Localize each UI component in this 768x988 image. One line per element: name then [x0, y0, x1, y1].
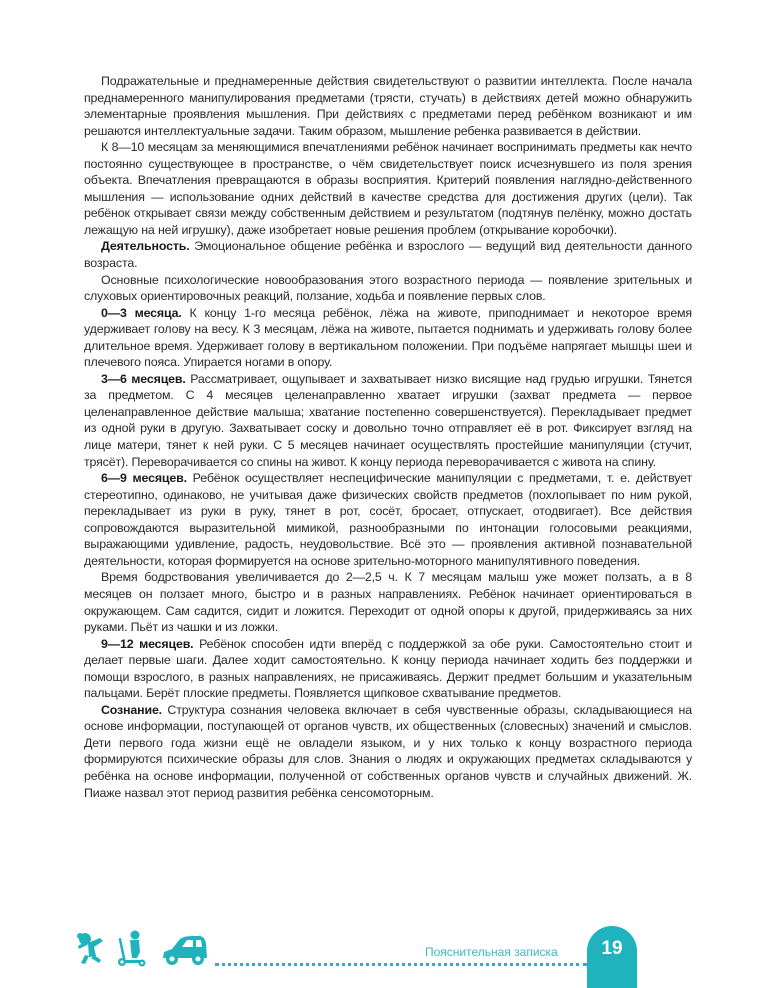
page-number-tab	[587, 926, 637, 988]
paragraph: Основные психологические новообразования этого возрастного периода — появление зрительных и слуховых ориентировочных реакций, ползание, ходьба и появление первых слов.	[84, 272, 692, 304]
paragraph-3-6-months: 3—6 месяцев. Рассматривает, ощупывает и захватывает низко висящие над грудью игрушки. Тянется за предметом. С 4 месяцев целенаправленно хватает игрушки (захват предмета — первое целенаправленное действие малыша; хватание постепенно совершенствуется). Перекладывает предмет из одной руки в другую. Захватывает соску и довольно точно отправляет её в рот. Фиксирует взгляд на лице матери, тянет к ней руки. С 5 месяцев начинает осуществлять простейшие манипуляции (стучит, трясёт). Переворачивается со спины на живот. К концу периода переворачивается с живота на спину.	[84, 371, 693, 469]
car-icon	[160, 934, 210, 968]
footer-decoration	[72, 930, 232, 970]
paragraph-consciousness: Сознание. Структура сознания человека включает в себя чувственные образы, складывающиеся на основе информации, поступающей от органов чувств, их общественных (словесных) значений и смыслов. Дети первого года жизни ещё не овладели языком, и у них только к концу возрастного периода формируются психические образы для слов. Знания о людях и окружающих предметах складываются у ребёнка на основе информации, полученной от собственных органов чувств и случайных движений. Ж. Пиаже назвал этот период развития ребёнка сенсомоторным.	[84, 702, 692, 800]
paragraph: Подражательные и преднамеренные действия свидетельствуют о развитии интеллекта. После начала преднамеренного манипулирования предметами (трясти, стучать) в действиях детей можно обнаружить элементарные проявления мышления. При действиях с предметами перед ребёнком возникают и им решаются интеллектуальные задачи. Таким образом, мышление ребенка развивается в действии.	[84, 74, 692, 138]
paragraph-activity: Деятельность. Эмоциональное общение ребёнка и взрослого — ведущий вид деятельности данного возраста.	[84, 239, 692, 271]
paragraph-lead: 0—3 месяца.	[101, 305, 182, 320]
body-text	[84, 73, 692, 801]
paragraph: Время бодрствования увеличивается до 2—2,5 ч. К 7 месяцам малыш уже может ползать, а в 8 месяцев он ползает много, быстро и в разных направлениях. Ребёнок начинает ориентироваться в окружающем. Сам садится, сидит и ложится. Переходит от одной опоры к другой, придерживаясь за них руками. Пьёт из чашки и из ложки.	[84, 570, 692, 635]
paragraph: К 8—10 месяцам за меняющимися впечатлениями ребёнок начинает воспринимать предметы как нечто постоянно существующее в пространстве, о чём свидетельствует поиск исчезнувшего из поля зрения объекта. Впечатления превращаются в образы восприятия. Критерий появления наглядно-действенного мышления — использование одних действий в качестве средства для достижения других (цели). Так ребёнок открывает связи между собственным действием и результатом (подтянув пелёнку, можно достать лежащую на ней игрушку), даже изобретает новые решения проблем (открывание коробочки).	[84, 140, 692, 237]
paragraph-6-9-months: 6—9 месяцев. Ребёнок осуществляет неспецифические манипуляции с предметами, т. е. действует стереотипно, одинаково, не учитывая даже физических свойств предметов (похлопывает по ним рукой, перекладывает из руки в руку, тянет в рот, сосёт, бросает, отпускает, отодвигает). Все действия сопровождаются выразительной мимикой, разнообразными по интонации голосовыми реакциями, выражающими удивление, радость, неудовольствие. Всё это — проявления активной познавательной деятельности, которая формируется на основе зрительно-моторного манипулятивного поведения.	[84, 471, 692, 568]
paragraph-lead: 9—12 месяцев.	[101, 636, 194, 651]
paragraph-lead: Деятельность.	[101, 239, 190, 254]
paragraph-9-12-months: 9—12 месяцев. Ребёнок способен идти вперёд с поддержкой за обе руки. Самостоятельно стоит и делает первые шаги. Далее ходит самостоятельно. К концу периода начинает ходить без поддержки и помощи взрослого, в разных направлениях, не присаживаясь. Держит предмет большим и указательным пальцами. Берёт плоские предметы. Появляется щипковое схватывание предметов.	[84, 636, 692, 701]
paragraph-lead: 3—6 месяцев.	[101, 371, 186, 386]
footer-dotted-rule	[215, 963, 587, 966]
paragraph-lead: 6—9 месяцев.	[101, 471, 187, 486]
child-on-scooter-icon	[116, 930, 148, 968]
page-number: 19	[601, 938, 623, 959]
dancing-child-icon	[74, 930, 108, 966]
running-title: Пояснительная записка	[425, 945, 558, 959]
paragraph-0-3-months: 0—3 месяца. К концу 1-го месяца ребёнок, лёжа на животе, приподнимает и некоторое время удерживает голову на весу. К 3 месяцам, лёжа на животе, пытается поднимать и удерживать голову более длительное время. Удерживает голову в вертикальном положении. При подъёме напрягает мышцы шеи и плечевого пояса. Упирается ногами в опору.	[84, 305, 692, 370]
paragraph-lead: Сознание.	[101, 702, 162, 717]
